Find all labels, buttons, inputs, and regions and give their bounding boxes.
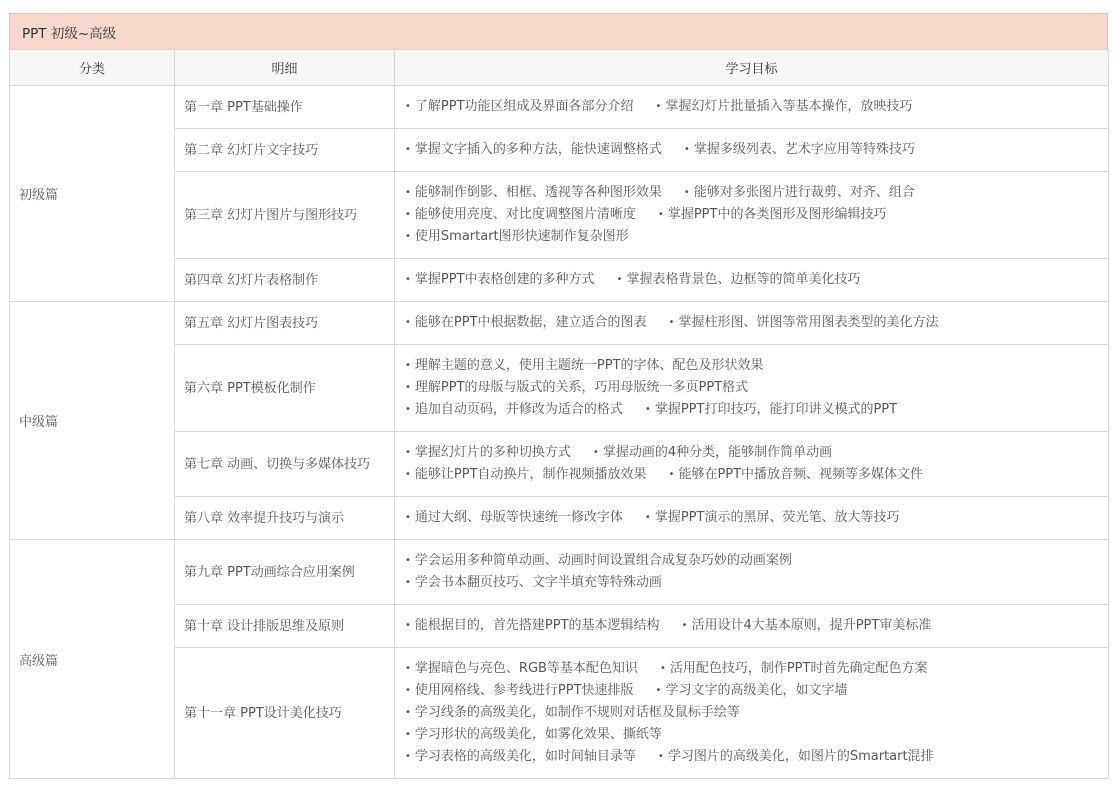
goals-cell [395,129,1109,172]
goal-line [405,355,1108,377]
bullet-icon: • [405,231,411,242]
goal-text: 了解PPT功能区组成及界面各部分介绍 [414,99,634,114]
table-row [10,605,1109,648]
table-title-text: PPT 初级~高级 [22,25,117,42]
goal-item [593,442,832,464]
goal-line [405,572,1108,594]
goal-text: 使用网格线、参考线进行PPT快速排版 [414,683,634,698]
goal-item [658,204,887,226]
bullet-icon: • [655,685,662,696]
table-row [10,302,1109,345]
table-row [10,86,1109,129]
goal-text: 掌握PPT演示的黑屏、荧光笔、放大等技巧 [654,510,900,525]
header-goals: 学习目标 [395,50,1109,86]
goal-line [405,464,1108,486]
goal-line [405,204,1108,226]
goal-text: 学习图片的高级美化，如图片的Smartart混排 [667,749,934,764]
goal-line [405,139,1108,161]
goal-item [405,355,764,377]
goal-item [405,442,571,464]
goal-text: 理解PPT的母版与版式的关系，巧用母版统一多页PPT格式 [414,380,749,395]
goal-line [405,312,1108,334]
table-row [10,432,1109,497]
bullet-icon: • [405,101,411,112]
bullet-icon: • [405,209,411,220]
chapter-cell: 第七章 动画、切换与多媒体技巧 [175,432,395,497]
goal-item [656,680,848,702]
table-row [10,497,1109,540]
bullet-icon: • [683,187,690,198]
bullet-icon: • [405,144,411,155]
table-row [10,648,1109,779]
goal-text: 通过大纲、母版等快速统一修改字体 [414,510,623,525]
goal-text: 能够让PPT自动换片，制作视频播放效果 [414,467,647,482]
goals-cell [395,540,1109,605]
goal-item [405,226,629,248]
goal-item [405,204,636,226]
goal-text: 掌握柱形图、饼图等常用图表类型的美化方法 [678,315,939,330]
goal-item [405,550,792,572]
chapter-cell: 第三章 幻灯片图片与图形技巧 [175,172,395,259]
goal-text: 能够在PPT中根据数据，建立适合的图表 [414,315,647,330]
goal-item [405,139,662,161]
goal-item [405,269,595,291]
goal-item [405,615,660,637]
goal-text: 掌握表格背景色、边框等的简单美化技巧 [626,272,861,287]
bullet-icon: • [405,317,411,328]
table-row [10,259,1109,302]
goal-item [405,572,662,594]
bullet-icon: • [405,187,411,198]
bullet-icon: • [405,555,411,566]
goal-item [405,658,638,680]
chapter-cell: 第五章 幻灯片图表技巧 [175,302,395,345]
bullet-icon: • [659,663,666,674]
category-cell: 高级篇 [10,540,175,779]
bullet-icon: • [592,447,599,458]
goal-line [405,182,1108,204]
bullet-icon: • [405,620,411,631]
chapter-cell: 第十一章 PPT设计美化技巧 [175,648,395,779]
goal-item [405,96,634,118]
bullet-icon: • [668,469,675,480]
goal-item [405,312,647,334]
goal-text: 掌握PPT打印技巧，能打印讲义模式的PPT [654,402,898,417]
chapter-cell: 第四章 幻灯片表格制作 [175,259,395,302]
goal-text: 能根据目的，首先搭建PPT的基本逻辑结构 [414,618,660,633]
goal-line [405,680,1108,702]
course-table [9,49,1109,779]
bullet-icon: • [405,707,411,718]
goal-text: 能够使用亮度、对比度调整图片清晰度 [414,207,636,222]
goal-item [684,182,915,204]
bullet-icon: • [405,404,411,415]
table-row [10,129,1109,172]
goal-line [405,550,1108,572]
header-row [10,50,1109,86]
goal-item [617,269,861,291]
chapter-cell: 第十章 设计排版思维及原则 [175,605,395,648]
bullet-icon: • [657,751,664,762]
table-title [9,13,1108,49]
goal-text: 掌握PPT中的各类图形及图形编辑技巧 [667,207,887,222]
goal-item [645,399,897,421]
bullet-icon: • [405,729,411,740]
goal-line [405,442,1108,464]
goal-text: 活用配色技巧，制作PPT时首先确定配色方案 [669,661,928,676]
goal-text: 学会运用多种简单动画、动画时间设置组合成复杂巧妙的动画案例 [414,553,792,568]
goals-cell [395,302,1109,345]
goal-text: 能够对多张图片进行裁剪、对齐、组合 [693,185,915,200]
chapter-cell: 第九章 PPT动画综合应用案例 [175,540,395,605]
goal-text: 掌握动画的4种分类，能够制作简单动画 [602,445,833,460]
goal-line [405,96,1108,118]
goal-item [405,680,634,702]
goal-text: 能够在PPT中播放音频、视频等多媒体文件 [678,467,924,482]
goal-line [405,226,1108,248]
bullet-icon: • [644,512,651,523]
goal-line [405,507,1108,529]
category-cell: 中级篇 [10,302,175,540]
goal-item [405,399,623,421]
goals-cell [395,345,1109,432]
goal-text: 学习文字的高级美化，如文字墙 [665,683,848,698]
goals-cell [395,432,1109,497]
header-category: 分类 [10,50,175,86]
goal-text: 能够制作倒影、相框、透视等各种图形效果 [414,185,662,200]
chapter-cell: 第二章 幻灯片文字技巧 [175,129,395,172]
chapter-cell: 第八章 效率提升技巧与演示 [175,497,395,540]
goals-cell [395,648,1109,779]
goal-line [405,269,1108,291]
goal-item [405,507,623,529]
bullet-icon: • [668,317,675,328]
goal-item [660,658,928,680]
table-row [10,345,1109,432]
bullet-icon: • [405,663,411,674]
goal-text: 学习线条的高级美化，如制作不规则对话框及鼠标手绘等 [414,705,740,720]
bullet-icon: • [405,685,411,696]
bullet-icon: • [644,404,651,415]
table-row [10,540,1109,605]
goal-item [656,96,913,118]
goal-text: 理解主题的意义，使用主题统一PPT的字体、配色及形状效果 [414,358,764,373]
goal-item [405,182,662,204]
bullet-icon: • [405,447,411,458]
goal-text: 掌握幻灯片批量插入等基本操作，放映技巧 [665,99,913,114]
goal-text: 学会书本翻页技巧、文字半填充等特殊动画 [414,575,662,590]
chapter-cell: 第一章 PPT基础操作 [175,86,395,129]
bullet-icon: • [405,274,411,285]
goal-text: 掌握文字插入的多种方法，能快速调整格式 [414,142,662,157]
goal-item [405,464,647,486]
goal-item [405,702,740,724]
goal-text: 掌握多级列表、艺术字应用等特殊技巧 [693,142,915,157]
goal-line [405,399,1108,421]
goal-line [405,615,1108,637]
bullet-icon: • [655,101,662,112]
goal-item [405,746,636,768]
goal-line [405,377,1108,399]
goal-text: 掌握暗色与亮色、RGB等基本配色知识 [414,661,638,676]
table-body [10,86,1109,779]
goal-item [645,507,900,529]
bullet-icon: • [657,209,664,220]
goal-item [684,139,915,161]
table-row [10,172,1109,259]
header-detail: 明细 [175,50,395,86]
goals-cell [395,172,1109,259]
bullet-icon: • [683,144,690,155]
bullet-icon: • [616,274,623,285]
goals-cell [395,497,1109,540]
goal-item [669,464,924,486]
goal-item [658,746,934,768]
goal-line [405,702,1108,724]
goal-line [405,746,1108,768]
goal-item [405,377,748,399]
bullet-icon: • [405,577,411,588]
goal-text: 活用设计4大基本原则，提升PPT审美标准 [691,618,932,633]
course-outline [9,13,1108,779]
goal-text: 掌握幻灯片的多种切换方式 [414,445,571,460]
bullet-icon: • [405,382,411,393]
goal-item [669,312,939,334]
bullet-icon: • [405,512,411,523]
goal-item [682,615,932,637]
category-cell: 初级篇 [10,86,175,302]
goal-item [405,724,662,746]
goal-text: 使用Smartart图形快速制作复杂图形 [414,229,629,244]
goals-cell [395,86,1109,129]
goal-text: 学习表格的高级美化，如时间轴目录等 [414,749,636,764]
goal-line [405,658,1108,680]
chapter-cell: 第六章 PPT模板化制作 [175,345,395,432]
goal-text: 掌握PPT中表格创建的多种方式 [414,272,595,287]
bullet-icon: • [681,620,688,631]
goal-text: 追加自动页码，并修改为适合的格式 [414,402,623,417]
bullet-icon: • [405,469,411,480]
bullet-icon: • [405,751,411,762]
goals-cell [395,259,1109,302]
bullet-icon: • [405,360,411,371]
goal-line [405,724,1108,746]
goals-cell [395,605,1109,648]
goal-text: 学习形状的高级美化，如雾化效果、撕纸等 [414,727,662,742]
